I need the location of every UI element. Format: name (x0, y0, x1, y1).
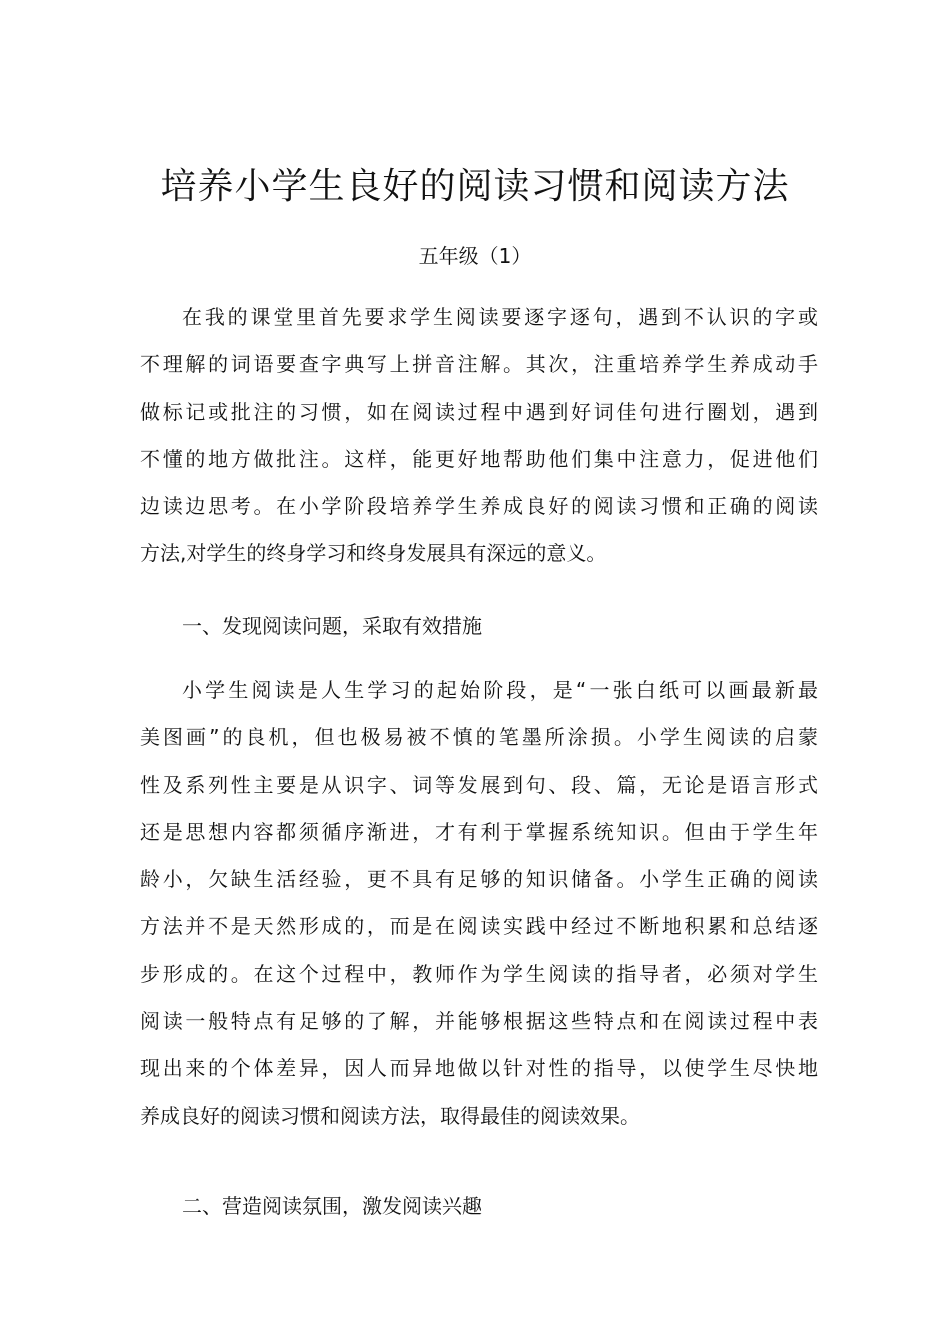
paragraph-line: 龄小，欠缺生活经验，更不具有足够的知识储备。小学生正确的阅读 (140, 867, 818, 892)
paragraph-line: 在我的课堂里首先要求学生阅读要逐字逐句，遇到不认识的字或 (182, 305, 818, 329)
document-title: 培养小学生良好的阅读习惯和阅读方法 (160, 166, 790, 207)
paragraph-line: 美图画”的良机，但也极易被不慎的笔墨所涂损。小学生阅读的启蒙 (140, 725, 818, 750)
paragraph-line: 不理解的词语要查字典写上拼音注解。其次，注重培养学生养成动手 (140, 352, 818, 377)
section-heading-2: 二、营造阅读氛围，激发阅读兴趣 (182, 1194, 482, 1218)
paragraph-line: 阅读一般特点有足够的了解，并能够根据这些特点和在阅读过程中表 (140, 1009, 818, 1034)
paragraph-line: 现出来的个体差异，因人而异地做以针对性的指导，以使学生尽快地 (140, 1056, 818, 1081)
document-subtitle: 五年级（1） (418, 244, 532, 268)
paragraph-line: 做标记或批注的习惯，如在阅读过程中遇到好词佳句进行圈划，遇到 (140, 399, 818, 424)
paragraph-line: 步形成的。在这个过程中，教师作为学生阅读的指导者，必须对学生 (140, 961, 818, 986)
paragraph-line: 还是思想内容都须循序渐进，才有利于掌握系统知识。但由于学生年 (140, 819, 818, 844)
section-heading-1: 一、发现阅读问题，采取有效措施 (182, 614, 482, 638)
paragraph-2 (140, 667, 818, 1140)
paragraph-line: 养成良好的阅读习惯和阅读方法，取得最佳的阅读效果。 (140, 1103, 640, 1128)
paragraph-line: 性及系列性主要是从识字、词等发展到句、段、篇，无论是语言形式 (140, 772, 818, 797)
paragraph-line: 方法并不是天然形成的，而是在阅读实践中经过不断地积累和总结逐 (140, 914, 818, 939)
paragraph-line: 不懂的地方做批注。这样，能更好地帮助他们集中注意力，促进他们 (140, 446, 818, 471)
paragraph-line: 方法,对学生的终身学习和终身发展具有深远的意义。 (140, 541, 607, 566)
paragraph-line: 边读边思考。在小学阶段培养学生养成良好的阅读习惯和正确的阅读 (140, 494, 818, 519)
paragraph-line: 小学生阅读是人生学习的起始阶段，是“一张白纸可以画最新最 (182, 678, 818, 702)
paragraph-1 (140, 294, 818, 578)
